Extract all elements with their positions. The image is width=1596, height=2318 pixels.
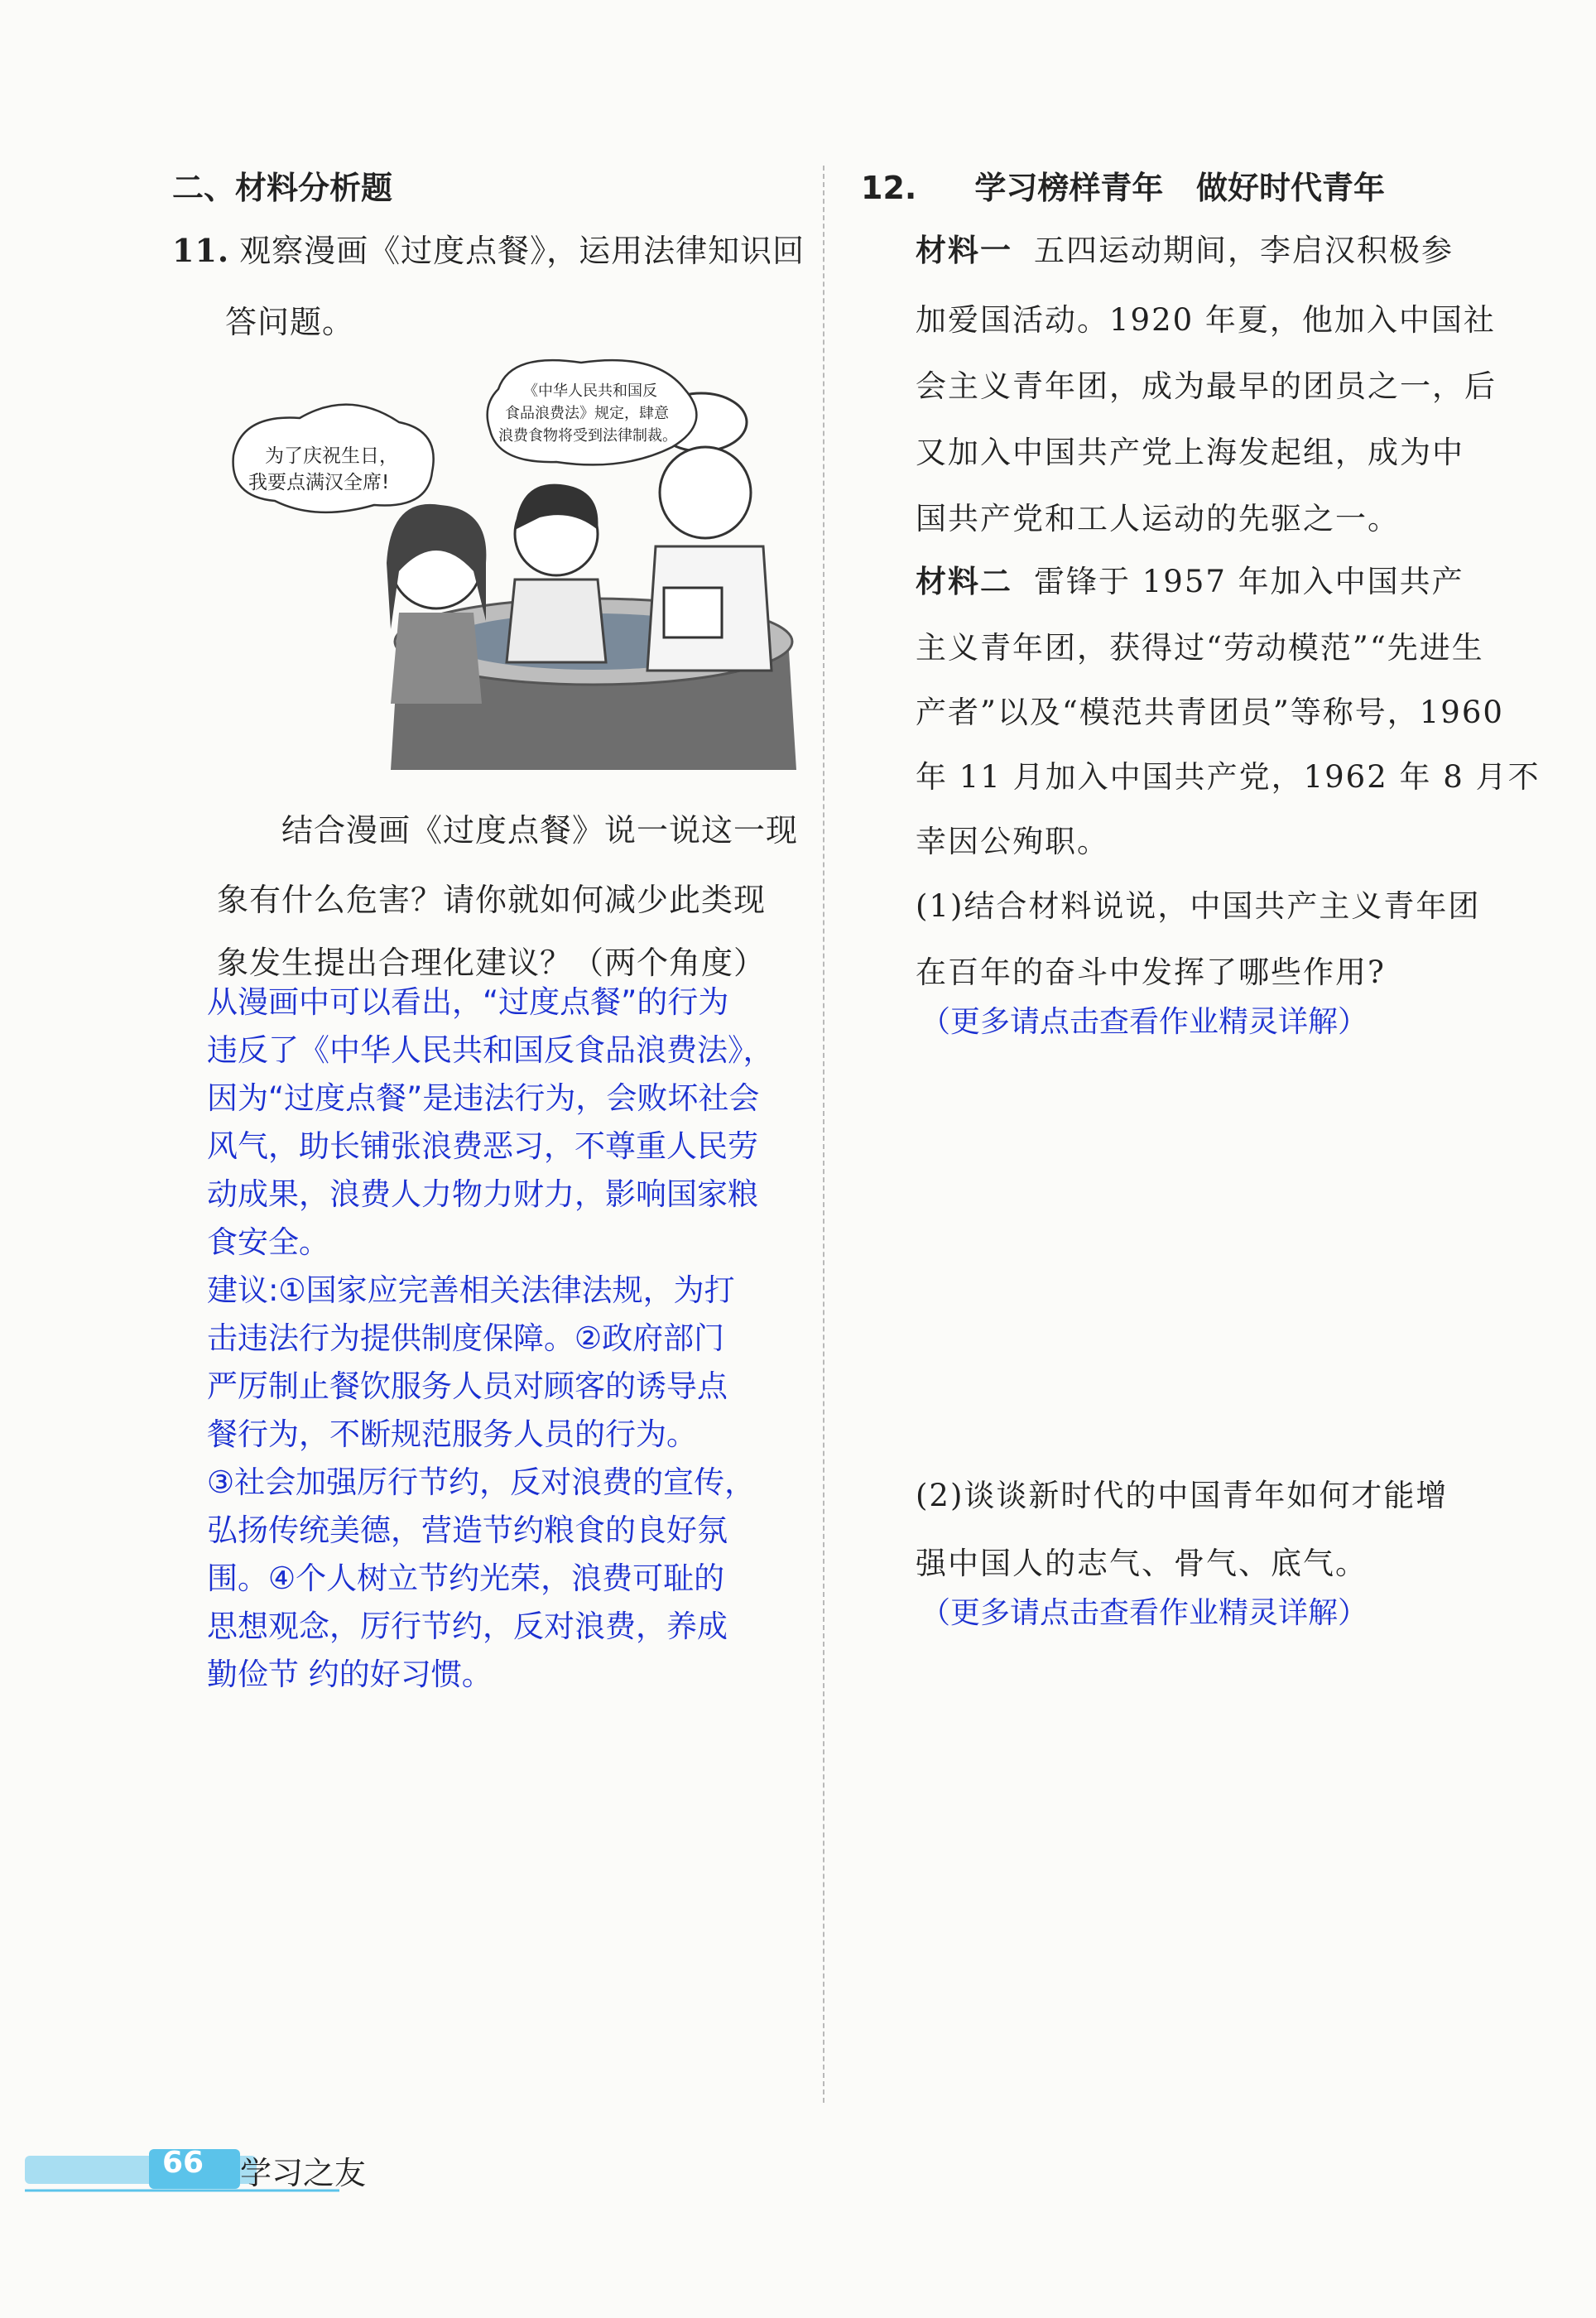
- q12-sub1-line2: 在百年的奋斗中发挥了哪些作用?: [916, 955, 1386, 990]
- material2-line4: 年 11 月加入中国共产党，1962 年 8 月不: [916, 759, 1541, 795]
- material1-label: 材料一: [916, 233, 1012, 268]
- answer-line: 勤俭节 约的好习惯。: [207, 1657, 493, 1692]
- answer-line: 餐行为，不断规范服务人员的行为。: [207, 1416, 697, 1452]
- q12-sub2-line2: 强中国人的志气、骨气、底气。: [916, 1546, 1368, 1581]
- material2-text: 雷锋于 1957 年加入中国共产: [1034, 564, 1464, 599]
- girl-body-shape: [391, 613, 482, 704]
- material2-label: 材料二: [916, 564, 1012, 599]
- q11-prompt-line1: 结合漫画《过度点餐》说一说这一现: [281, 812, 799, 849]
- q12-heading: [861, 162, 1385, 208]
- cartoon-illustration: [225, 356, 824, 786]
- q11-prompt-line3: 象发生提出合理化建议？（两个角度）: [217, 945, 767, 981]
- q12-sub2-line1: (2)谈谈新时代的中国青年如何才能增: [916, 1478, 1449, 1513]
- answer-line: 风气，助长铺张浪费恶习，不尊重人民劳: [207, 1128, 758, 1164]
- answer-line: 思想观念，厉行节约，反对浪费，养成: [207, 1609, 728, 1644]
- answer-line: ③社会加强厉行节约，反对浪费的宣传，: [207, 1464, 756, 1500]
- material2-line3: 产者”以及“模范共青团员”等称号，1960: [916, 695, 1504, 730]
- boy-body-shape: [507, 580, 606, 662]
- q11-number: 11.: [172, 232, 230, 269]
- material1-line4: 又加入中国共产党上海发起组，成为中: [916, 435, 1464, 470]
- q11-prompt-line2: 象有什么危害？请你就如何减少此类现: [217, 882, 767, 918]
- material1-line3: 会主义青年团，成为最早的团员之一，后: [916, 368, 1497, 404]
- answer-line: 建议:①国家应完善相关法律法规，为打: [207, 1272, 735, 1308]
- menu-board-shape: [664, 588, 722, 637]
- answer-line: 违反了《中华人民共和国反食品浪费法》，: [207, 1032, 774, 1068]
- section-title: 二、材料分析题: [172, 170, 393, 206]
- page-number: 66: [162, 2146, 204, 2180]
- bubble-right-line2: 食品浪费法》规定，肆意: [505, 405, 669, 422]
- q11-stem-line2: 答问题。: [225, 304, 355, 340]
- answer-line: 因为“过度点餐”是违法行为，会败坏社会: [207, 1080, 760, 1116]
- book-title: 学习之友: [240, 2155, 367, 2191]
- more-detail-link[interactable]: （更多请点击查看作业精灵详解）: [921, 1005, 1368, 1039]
- chef-face-shape: [660, 447, 751, 538]
- material1-text: 五四运动期间，李启汉积极参: [1034, 233, 1454, 268]
- answer-line: 动成果，浪费人力物力财力，影响国家粮: [207, 1176, 758, 1212]
- answer-line: 弘扬传统美德，营造节约粮食的良好氛: [207, 1512, 728, 1548]
- q12-sub1-line1: (1)结合材料说说，中国共产主义青年团: [916, 888, 1481, 924]
- answer-line: 围。④个人树立节约光荣，浪费可耻的: [207, 1561, 725, 1596]
- material2-line2: 主义青年团，获得过“劳动模范”“先进生: [916, 630, 1484, 666]
- q11-stem-text: 观察漫画《过度点餐》，运用法律知识回: [239, 233, 805, 269]
- q11-stem-line1: [172, 225, 805, 271]
- answer-line: 击违法行为提供制度保障。②政府部门: [207, 1320, 725, 1356]
- material1-line5: 国共产党和工人运动的先驱之一。: [916, 501, 1400, 536]
- bubble-left-line1: 为了庆祝生日，: [265, 445, 398, 467]
- bubble-left-line2: 我要点满汉全席!: [248, 472, 390, 493]
- answer-line: 从漫画中可以看出，“过度点餐”的行为: [207, 984, 729, 1020]
- material1-line2: 加爱国活动。1920 年夏，他加入中国社: [916, 302, 1496, 338]
- q12-number: 12.: [861, 170, 917, 206]
- material1-line1: [916, 225, 1454, 270]
- q12-title2: 做好时代青年: [1196, 170, 1386, 206]
- bubble-right-line3: 浪费食物将受到法律制裁。: [498, 427, 677, 445]
- answer-line: 食安全。: [207, 1224, 329, 1260]
- material2-line5: 幸因公殉职。: [916, 824, 1109, 859]
- material2-line1: [916, 556, 1464, 601]
- q12-title: 学习榜样青年: [974, 170, 1164, 206]
- answer-line: 严厉制止餐饮服务人员对顾客的诱导点: [207, 1368, 728, 1404]
- bubble-right-line1: 《中华人民共和国反: [523, 382, 657, 400]
- more-detail-link[interactable]: （更多请点击查看作业精灵详解）: [921, 1596, 1368, 1630]
- q11-answer: [207, 979, 786, 1699]
